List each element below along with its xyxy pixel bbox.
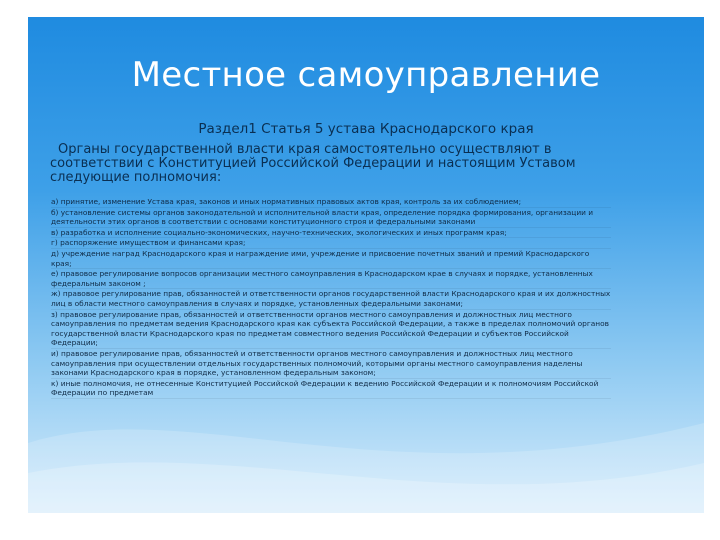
- list-item: г) распоряжение имуществом и финансами края;: [51, 238, 611, 249]
- list-item: к) иные полномочия, не отнесенные Конституцией Российской Федерации к ведению Российской Федерации и к полномочиям Российской Федерации по предметам: [51, 379, 611, 399]
- list-item: и) правовое регулирование прав, обязанностей и ответственности органов местного самоуправления и должностных лиц местного самоуправления при осуществлении отдельных государственных полномочий, которыми органы местного самоуправления наделены законами Краснодарского края в порядке, установленном федеральным законом;: [51, 349, 611, 379]
- list-item: е) правовое регулирование вопросов организации местного самоуправления в Краснодарском крае в случаях и порядке, установленных федеральным законом ;: [51, 269, 611, 289]
- list-item: з) правовое регулирование прав, обязанностей и ответственности органов местного самоуправления и должностных лиц местного самоуправления по предметам ведения Краснодарского края как субъекта Российской Федерации, а также в пределах полномочий органов государственной власти Краснодарского края по предметам совместного ведения Российской Федерации и субъектов Российской Федерации;: [51, 309, 610, 348]
- slide-subtitle: Раздел1 Статья 5 устава Краснодарского края: [198, 121, 534, 137]
- list-item: д) учреждение наград Краснодарского края и награждение ими, учреждение и присвоение почетных званий и премий Краснодарского края;: [51, 249, 611, 269]
- list-item: б) установление системы органов законодательной и исполнительной власти края, определение порядка формирования, организации и деятельности этих органов в соответствии с основами конституционного строя и федеральными законами: [51, 208, 611, 228]
- list-item: ж) правовое регулирование прав, обязанностей и ответственности органов государственной власти Краснодарского края и их должностных лиц в области местного самоуправления в случаях и порядке, установленных федеральными законами;: [51, 289, 611, 308]
- list-item: в) разработка и исполнение социально-экономических, научно-технических, экологических и иных программ края;: [51, 228, 611, 239]
- slide-title: Местное самоуправление: [131, 55, 601, 95]
- list-item: а) принятие, изменение Устава края, законов и иных нормативных правовых актов края, контроль за их соблюдением;: [51, 197, 611, 208]
- intro-paragraph: Органы государственной власти края самостоятельно осуществляют в соответствии с Конституцией Российской Федерации и настоящим Уставом следующие полномочия:: [50, 142, 576, 185]
- powers-list: [51, 197, 611, 399]
- slide: [28, 17, 704, 513]
